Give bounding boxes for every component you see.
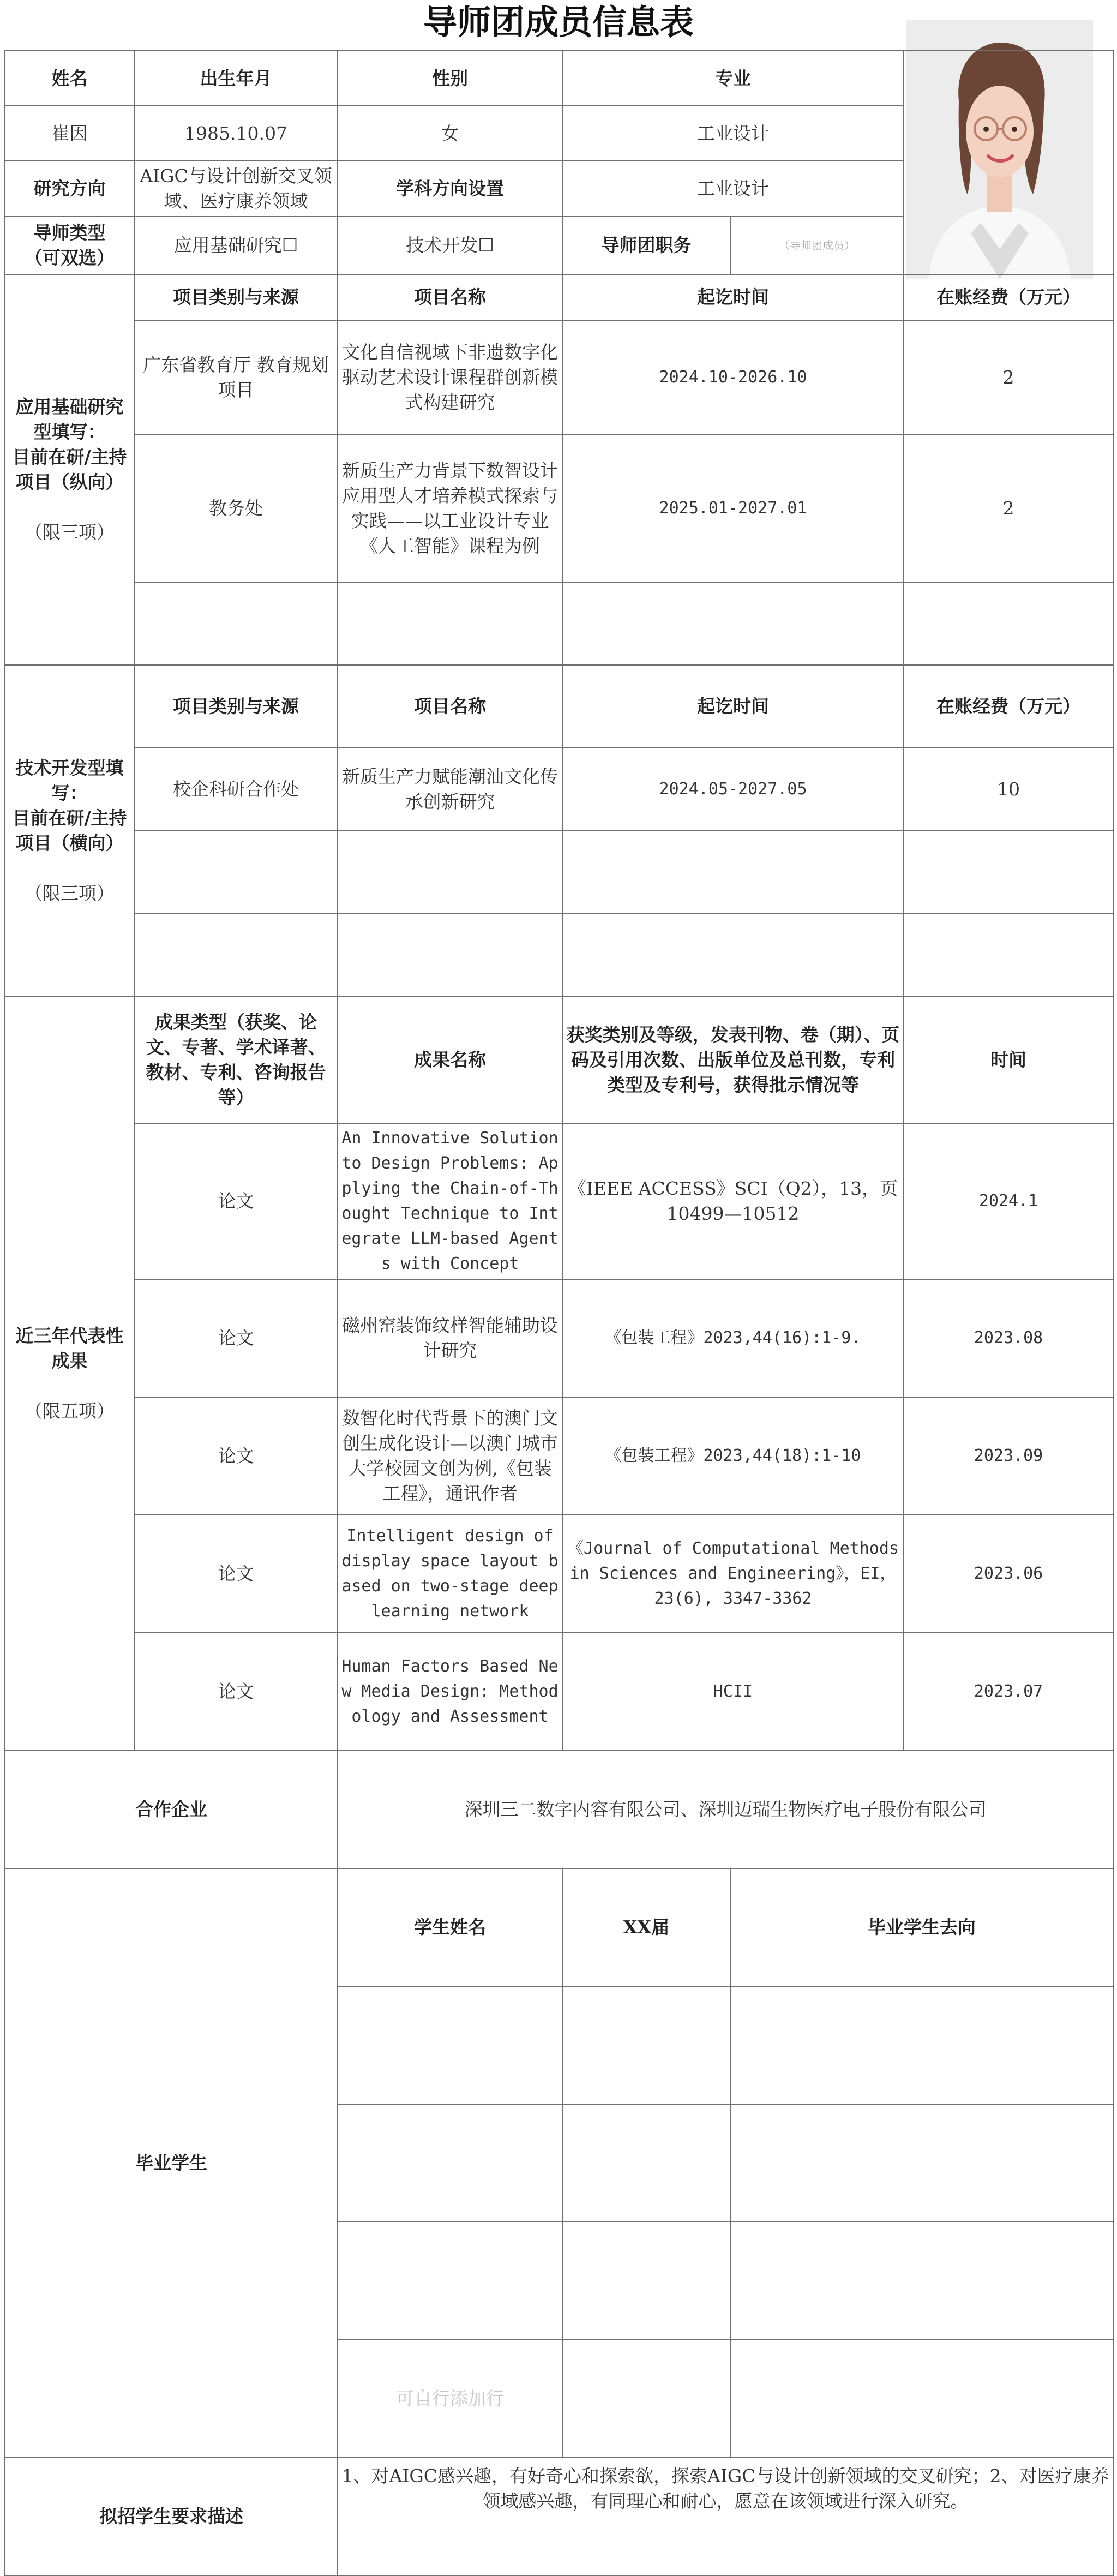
empty-cell[interactable]	[562, 914, 904, 997]
applied-col-source: 项目类别与来源	[134, 274, 338, 320]
empty-cell[interactable]	[338, 2104, 562, 2222]
position-hint[interactable]: （导师团成员）	[730, 217, 904, 274]
member-info-table	[4, 50, 1114, 2576]
empty-cell[interactable]	[134, 831, 338, 914]
empty-cell[interactable]	[562, 831, 904, 914]
applied-row-period: 2025.01-2027.01	[562, 435, 904, 582]
empty-cell[interactable]	[904, 831, 1113, 914]
table-row	[5, 1515, 1113, 1633]
major-value: 工业设计	[562, 106, 904, 161]
research-value: AIGC与设计创新交叉领域、医疗康养领域	[134, 161, 338, 217]
tech-type-label: 技术开发型填写：	[15, 757, 124, 804]
achievement-name: Human Factors Based New Media Design: Methodology and Assessment	[338, 1633, 562, 1751]
empty-cell[interactable]	[338, 2222, 562, 2340]
tech-limit: （限三项）	[25, 883, 115, 904]
table-row	[5, 1397, 1113, 1515]
graduate-col-year: XX届	[562, 1868, 730, 1986]
gender-value: 女	[338, 106, 562, 161]
advisor-type-header	[5, 217, 134, 274]
achievement-detail: 《IEEE ACCESS》SCI（Q2），13，页 10499—10512	[562, 1123, 904, 1279]
applied-limit: （限三项）	[25, 522, 115, 543]
achievement-type: 论文	[134, 1123, 338, 1279]
empty-cell[interactable]	[562, 2222, 730, 2340]
research-header: 研究方向	[5, 161, 134, 217]
type-option-tech[interactable]: 技术开发☐	[338, 217, 562, 274]
applied-row-source: 教务处	[134, 435, 338, 582]
applied-col-funds: 在账经费（万元）	[904, 274, 1113, 320]
applied-current-label: 目前在研/主持项目（	[12, 446, 127, 493]
discipline-header: 学科方向设置	[338, 161, 562, 217]
achievement-type: 论文	[134, 1633, 338, 1751]
applied-row-source: 广东省教育厅 教育规划项目	[134, 320, 338, 435]
empty-cell[interactable]	[730, 2104, 1113, 2222]
table-row	[5, 320, 1113, 435]
empty-cell[interactable]	[730, 2222, 1113, 2340]
empty-cell[interactable]	[562, 1986, 730, 2104]
empty-cell[interactable]	[730, 2340, 1113, 2458]
applied-direction: 纵向	[69, 471, 106, 493]
empty-cell[interactable]	[562, 582, 904, 665]
requirements-label: 拟招学生要求描述	[5, 2458, 338, 2575]
discipline-value: 工业设计	[562, 161, 904, 217]
graduate-col-name: 学生姓名	[338, 1868, 562, 1986]
empty-cell[interactable]	[338, 582, 562, 665]
advisor-type-label: 导师类型	[33, 222, 106, 243]
table-row	[5, 435, 1113, 582]
achievement-detail: 《Journal of Computational Methods in Sciences and Engineering》，EI，23(6), 3347-3362	[562, 1515, 904, 1633]
achievement-time: 2023.09	[904, 1397, 1113, 1515]
table-row-empty	[5, 831, 1113, 914]
tech-col-period: 起讫时间	[562, 665, 904, 748]
applied-col-period: 起讫时间	[562, 274, 904, 320]
major-header: 专业	[562, 51, 904, 106]
table-row	[5, 1123, 1113, 1279]
advisor-type-sub: （可双选）	[25, 247, 115, 268]
partners-label: 合作企业	[5, 1751, 338, 1868]
applied-row-funds: 2	[904, 320, 1113, 435]
achievement-col-name: 成果名称	[338, 997, 562, 1123]
birth-header: 出生年月	[134, 51, 338, 106]
achievement-detail: 《包装工程》2023,44(18):1-10	[562, 1397, 904, 1515]
achievement-col-time: 时间	[904, 997, 1113, 1123]
achievement-type: 论文	[134, 1515, 338, 1633]
applied-row-name: 文化自信视域下非遗数字化驱动艺术设计课程群创新模式构建研究	[338, 320, 562, 435]
applied-col-name: 项目名称	[338, 274, 562, 320]
achievement-time: 2023.07	[904, 1633, 1113, 1751]
tech-col-source: 项目类别与来源	[134, 665, 338, 748]
table-row-empty	[5, 582, 1113, 665]
tech-direction: 横向	[69, 832, 106, 854]
achievement-name: Intelligent design of display space layout based on two-stage deep learning network	[338, 1515, 562, 1633]
achievements-limit: （限五项）	[25, 1400, 115, 1422]
applied-row-funds: 2	[904, 435, 1113, 582]
achievement-col-type: 成果类型（获奖、论文、专著、学术译著、教材、专利、咨询报告等）	[134, 997, 338, 1123]
achievement-time: 2024.1	[904, 1123, 1113, 1279]
tech-col-name: 项目名称	[338, 665, 562, 748]
position-header: 导师团职务	[562, 217, 730, 274]
graduates-label: 毕业学生	[5, 1868, 338, 2458]
partners-value: 深圳三二数字内容有限公司、深圳迈瑞生物医疗电子股份有限公司	[338, 1751, 1113, 1868]
empty-cell[interactable]	[904, 914, 1113, 997]
applied-close-paren: ）	[105, 471, 124, 493]
achievements-section-label	[5, 997, 134, 1751]
achievement-detail: HCII	[562, 1633, 904, 1751]
birth-value: 1985.10.07	[134, 106, 338, 161]
tech-row-funds: 10	[904, 748, 1113, 831]
achievement-type: 论文	[134, 1279, 338, 1397]
tech-current-label: 目前在研/主持项目（	[12, 807, 127, 854]
type-option-applied[interactable]: 应用基础研究☐	[134, 217, 338, 274]
achievement-time: 2023.06	[904, 1515, 1113, 1633]
tech-row-period: 2024.05-2027.05	[562, 748, 904, 831]
achievement-detail: 《包装工程》2023,44(16):1-9.	[562, 1279, 904, 1397]
gender-header: 性别	[338, 51, 562, 106]
achievement-time: 2023.08	[904, 1279, 1113, 1397]
applied-row-name: 新质生产力背景下数智设计应用型人才培养模式探索与实践——以工业设计专业《人工智能》课程为例	[338, 435, 562, 582]
empty-cell[interactable]	[134, 582, 338, 665]
photo-cell	[904, 51, 1113, 274]
achievement-col-detail: 获奖类别及等级，发表刊物、卷（期）、页码及引用次数、出版单位及总刊数，专利类型及专利号，获得批示情况等	[562, 997, 904, 1123]
achievement-type: 论文	[134, 1397, 338, 1515]
tech-col-funds: 在账经费（万元）	[904, 665, 1113, 748]
empty-cell[interactable]	[562, 2104, 730, 2222]
empty-cell[interactable]	[338, 914, 562, 997]
tech-close-paren: ）	[105, 832, 124, 854]
empty-cell[interactable]	[904, 582, 1113, 665]
table-row	[5, 1279, 1113, 1397]
achievement-name: An Innovative Solution to Design Problems: Applying the Chain-of-Thought Technique to Integrate LLM-based Agents with Concept	[338, 1123, 562, 1279]
tech-row-name: 新质生产力赋能潮汕文化传承创新研究	[338, 748, 562, 831]
applied-type-label: 应用基础研究型填写：	[15, 396, 124, 442]
table-row	[5, 748, 1113, 831]
achievement-name: 磁州窑装饰纹样智能辅助设计研究	[338, 1279, 562, 1397]
name-header: 姓名	[5, 51, 134, 106]
achievements-label: 近三年代表性成果	[15, 1325, 124, 1371]
requirements-text: 1、对AIGC感兴趣，有好奇心和探索欲，探索AIGC与设计创新领域的交叉研究；2、对医疗康养领域感兴趣，有同理心和耐心，愿意在该领域进行深入研究。	[338, 2458, 1113, 2575]
empty-cell[interactable]	[562, 2340, 730, 2458]
empty-cell[interactable]	[338, 1986, 562, 2104]
table-row	[5, 1633, 1113, 1751]
applied-section-label	[5, 274, 134, 665]
empty-cell[interactable]	[730, 1986, 1113, 2104]
applied-row-period: 2024.10-2026.10	[562, 320, 904, 435]
table-row-empty	[5, 914, 1113, 997]
achievement-name: 数智化时代背景下的澳门文创生成化设计—以澳门城市大学校园文创为例,《包装工程》，通讯作者	[338, 1397, 562, 1515]
empty-cell[interactable]	[338, 831, 562, 914]
empty-cell[interactable]	[134, 914, 338, 997]
add-row-hint[interactable]: 可自行添加行	[338, 2340, 562, 2458]
page-title: 导师团成员信息表	[423, 2, 694, 42]
name-value: 崔因	[5, 106, 134, 161]
tech-section-label	[5, 665, 134, 997]
tech-row-source: 校企科研合作处	[134, 748, 338, 831]
graduate-col-destination: 毕业学生去向	[730, 1868, 1113, 1986]
